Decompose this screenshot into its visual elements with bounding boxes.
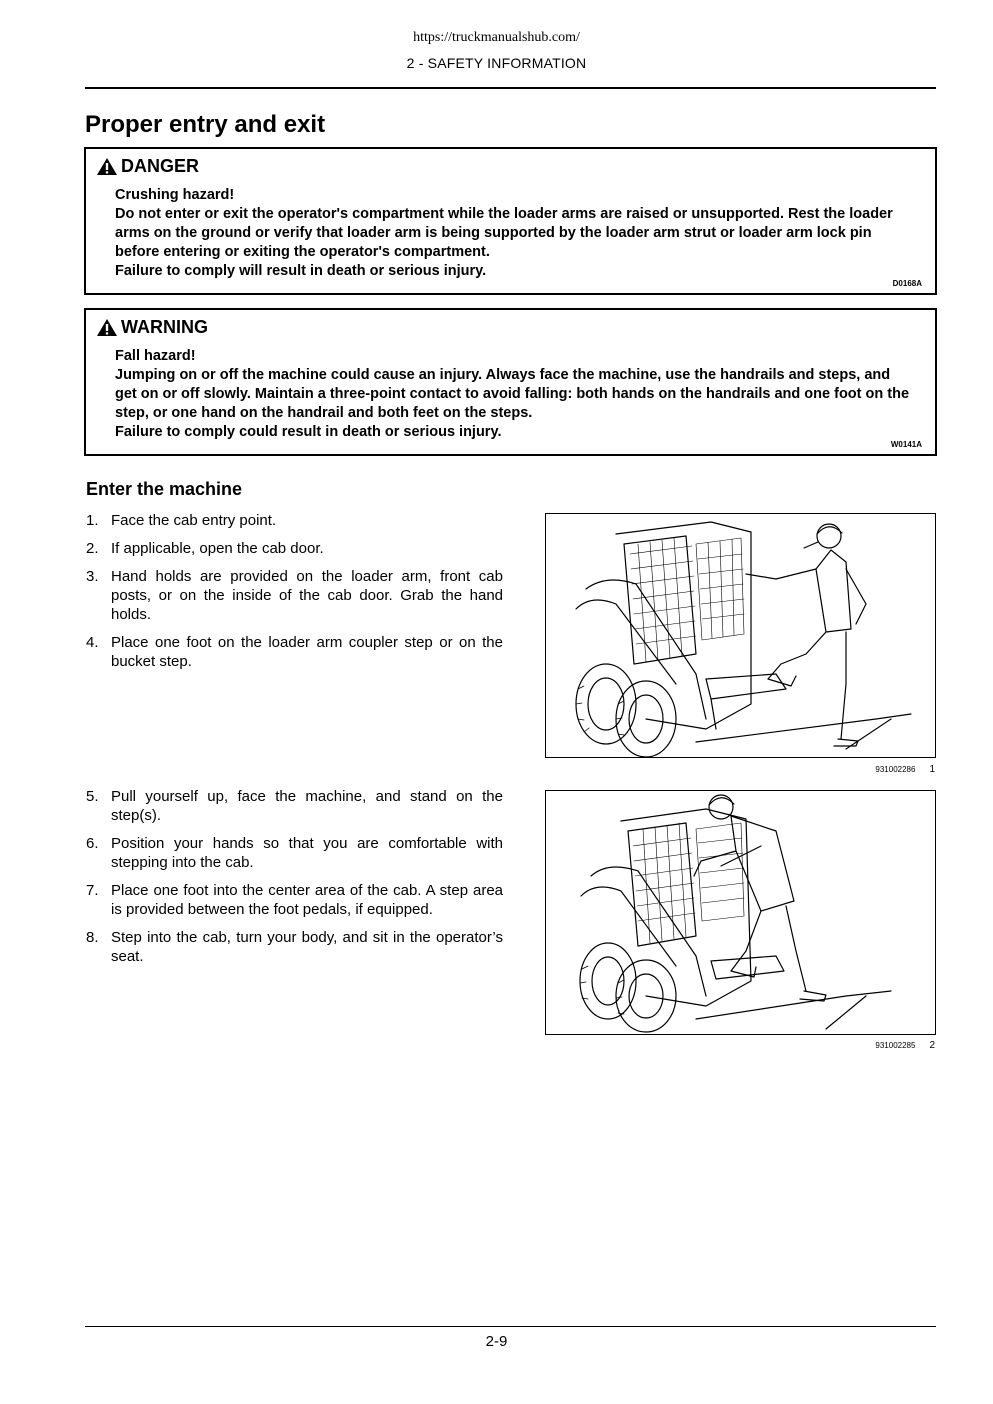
list-item xyxy=(86,881,503,919)
steps-list-b xyxy=(86,787,503,975)
figure-code: 931002286 xyxy=(875,765,916,774)
step-number: 6. xyxy=(86,835,99,852)
danger-box xyxy=(84,147,937,295)
page-title: Proper entry and exit xyxy=(85,111,326,138)
danger-message xyxy=(115,186,911,281)
list-item xyxy=(86,567,503,624)
list-item xyxy=(86,511,503,530)
footer-rule xyxy=(85,1326,936,1327)
danger-text: Do not enter or exit the operator's compartment while the loader arms are raised or unsupported. Rest the loader arms on the ground or verify that loader arm is being supported by the loader arm strut or loader arm lock pin before entering or exiting the operator's compartment. xyxy=(115,206,893,260)
list-item xyxy=(86,539,503,558)
page-number: 2-9 xyxy=(485,1333,508,1350)
figure-stepping-into-cab xyxy=(545,790,936,1035)
step-text: If applicable, open the cab door. xyxy=(111,540,324,557)
danger-heading xyxy=(96,156,199,177)
steps-list-a xyxy=(86,511,503,680)
warning-triangle-icon xyxy=(96,157,118,176)
danger-label: DANGER xyxy=(121,156,200,176)
warning-code: W0141A xyxy=(890,440,922,449)
list-item xyxy=(86,928,503,966)
section-header: 2 - SAFETY INFORMATION xyxy=(406,55,587,71)
step-text: Place one foot into the center area of the cab. A step area is provided between the foot pedals, if equipped. xyxy=(111,882,503,918)
source-url[interactable]: https://truckmanualshub.com/ xyxy=(413,30,580,45)
figure-number: 1 xyxy=(929,764,935,775)
danger-consequence: Failure to comply will result in death or serious injury. xyxy=(115,263,487,279)
warning-message xyxy=(115,347,911,442)
figure-caption xyxy=(545,764,935,775)
step-text: Face the cab entry point. xyxy=(111,512,277,529)
figure-caption xyxy=(545,1040,935,1051)
step-number: 4. xyxy=(86,634,99,651)
warning-triangle-icon xyxy=(96,318,118,337)
step-number: 8. xyxy=(86,929,99,946)
step-number: 1. xyxy=(86,512,99,529)
warning-label: WARNING xyxy=(121,317,208,337)
list-item xyxy=(86,633,503,671)
step-text: Position your hands so that you are comfortable with stepping into the cab. xyxy=(111,835,503,871)
warning-hazard: Fall hazard! xyxy=(115,348,196,364)
warning-consequence: Failure to comply could result in death or serious injury. xyxy=(115,424,502,440)
warning-box xyxy=(84,308,937,456)
figure-climbing-onto-machine xyxy=(545,513,936,758)
skid-steer-illustration xyxy=(546,791,935,1034)
figure-number: 2 xyxy=(929,1040,935,1051)
subsection-title: Enter the machine xyxy=(86,479,243,499)
step-text: Hand holds are provided on the loader arm, front cab posts, or on the inside of the cab door. Grab the hand holds. xyxy=(111,568,503,623)
warning-heading xyxy=(96,317,208,338)
danger-code: D0168A xyxy=(892,279,922,288)
list-item xyxy=(86,834,503,872)
step-number: 2. xyxy=(86,540,99,557)
skid-steer-illustration xyxy=(546,514,935,757)
step-text: Pull yourself up, face the machine, and stand on the step(s). xyxy=(111,788,503,824)
step-text: Step into the cab, turn your body, and sit in the operator’s seat. xyxy=(111,929,503,965)
figure-code: 931002285 xyxy=(875,1041,916,1050)
danger-hazard: Crushing hazard! xyxy=(115,187,235,203)
header-rule xyxy=(85,87,936,89)
step-number: 3. xyxy=(86,568,99,585)
step-number: 7. xyxy=(86,882,99,899)
step-text: Place one foot on the loader arm coupler step or on the bucket step. xyxy=(111,634,503,670)
list-item xyxy=(86,787,503,825)
step-number: 5. xyxy=(86,788,99,805)
warning-text: Jumping on or off the machine could cause an injury. Always face the machine, use the handrails and steps, and get on or off slowly. Maintain a three-point contact to avoid falling: both hands on the handrails and one foot on the step, or one hand on the handrail and both feet on the steps. xyxy=(115,367,910,421)
